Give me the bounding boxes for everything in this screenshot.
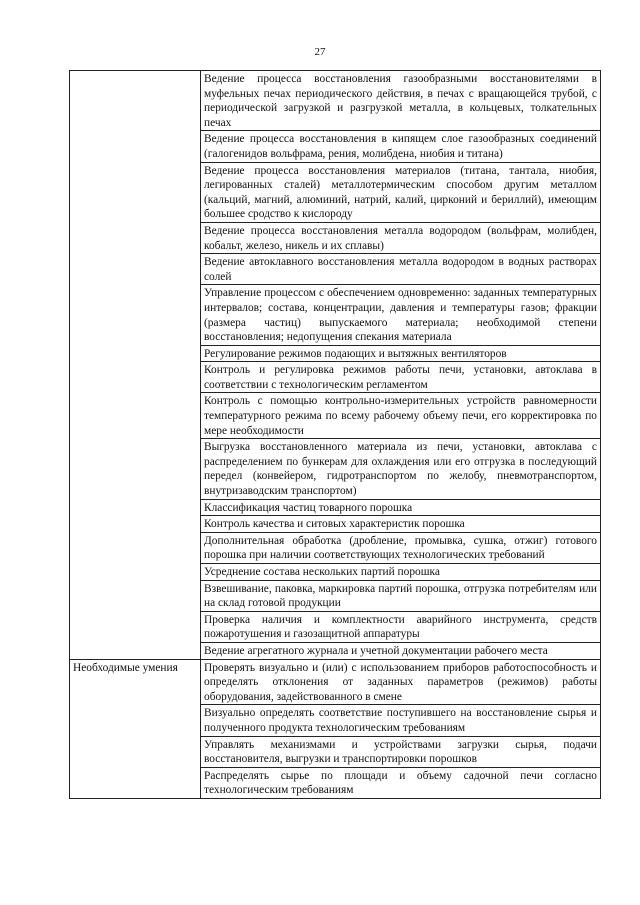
table-cell: Распределять сырье по площади и объему садочной печи согласно технологическим требованиям	[201, 767, 601, 798]
table-cell: Контроль качества и ситовых характеристик порошка	[201, 516, 601, 533]
table-cell: Контроль и регулировка режимов работы печи, установки, автоклава в соответствии с технологическим регламентом	[201, 362, 601, 393]
table-cell: Ведение процесса восстановления в кипящем слое газообразных соединений (галогенидов вольфрама, рения, молибдена, ниобия и титана)	[201, 131, 601, 162]
table-cell: Управление процессом с обеспечением одновременно: заданных температурных интервалов; состава, концентрации, давления и температуры газов; фракции (размера частиц) выпускаемого материала; необходимой степени восстановления; недопущения спекания материала	[201, 285, 601, 345]
table-cell: Ведение процесса восстановления газообразными восстановителями в муфельных печах периодического действия, в печах с вращающейся трубой, с периодической загрузкой и разгрузкой металла, в кольцевых, толкательных печах	[201, 71, 601, 131]
table-cell: Ведение автоклавного восстановления металла водородом в водных растворах солей	[201, 254, 601, 285]
table-cell: Дополнительная обработка (дробление, промывка, сушка, отжиг) готового порошка при наличии соответствующих технологических требований	[201, 532, 601, 563]
competency-table-body	[70, 71, 601, 799]
competency-table	[69, 70, 601, 799]
table-cell: Визуально определять соответствие поступившего на восстановление сырья и полученного продукта технологическим требованиям	[201, 705, 601, 736]
table-cell: Регулирование режимов подающих и вытяжных вентиляторов	[201, 345, 601, 362]
table-cell: Проверка наличия и комплектности аварийного инструмента, средств пожаротушения и газозащитной аппаратуры	[201, 611, 601, 642]
table-row	[70, 71, 601, 131]
skills-label-cell: Необходимые умения	[70, 659, 201, 798]
table-cell: Выгрузка восстановленного материала из печи, установки, автоклава с распределением по бункерам для охлаждения или его отгрузка в последующий передел (конвейером, гидротранспортом по желобу, пневмотранспортом, внутризаводским транспортом)	[201, 439, 601, 499]
table-cell: Ведение процесса восстановления металла водородом (вольфрам, молибден, кобальт, железо, никель и их сплавы)	[201, 222, 601, 253]
table-cell: Усреднение состава нескольких партий порошка	[201, 564, 601, 581]
table-row	[70, 659, 601, 705]
table-cell: Ведение процесса восстановления материалов (титана, тантала, ниобия, легированных сталей) металлотермическим способом другим металлом (кальций, магний, алюминий, натрий, калий, цирконий и бериллий), имеющим большее сродство к кислороду	[201, 162, 601, 222]
table-cell: Контроль с помощью контрольно-измерительных устройств равномерности температурного режима по всему рабочему объему печи, его корректировка по мере необходимости	[201, 393, 601, 439]
table-cell: Ведение агрегатного журнала и учетной документации рабочего места	[201, 642, 601, 659]
table-cell: Классификация частиц товарного порошка	[201, 499, 601, 516]
actions-label-cell	[70, 71, 201, 660]
table-cell: Управлять механизмами и устройствами загрузки сырья, подачи восстановителя, выгрузки и транспортировки порошков	[201, 736, 601, 767]
page-number: 27	[314, 46, 326, 58]
table-cell: Взвешивание, паковка, маркировка партий порошка, отгрузка потребителям или на склад готовой продукции	[201, 580, 601, 611]
table-cell: Проверять визуально и (или) с использованием приборов работоспособность и определять отклонения от заданных параметров (режимов) работы оборудования, задействованного в смене	[201, 659, 601, 705]
